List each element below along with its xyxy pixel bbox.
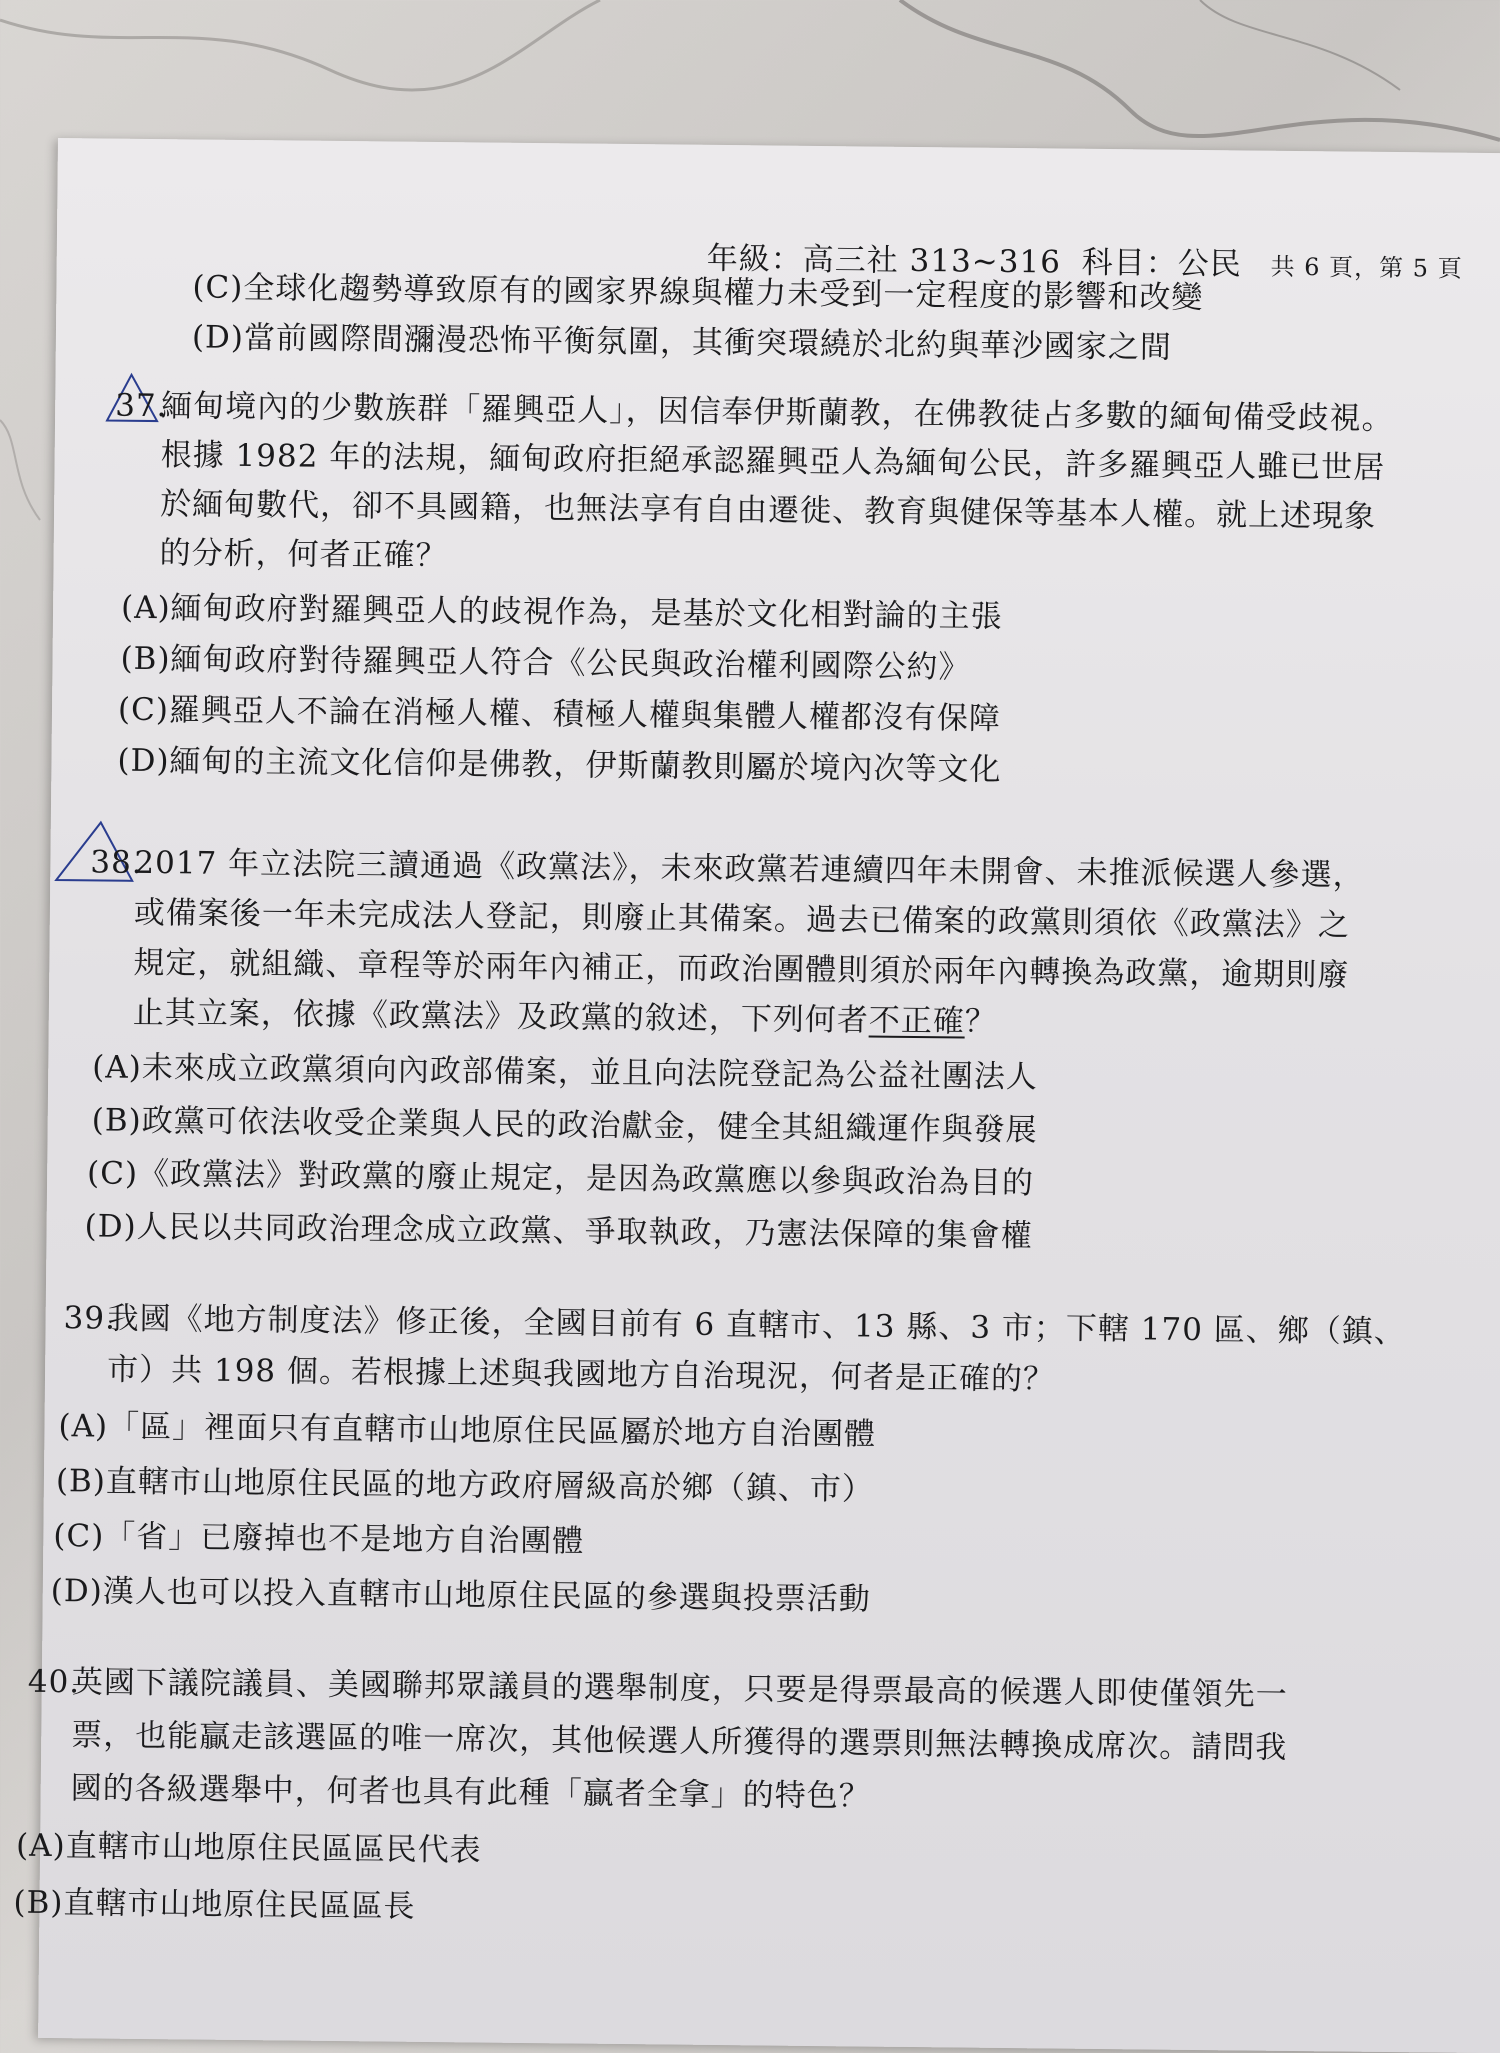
q39-option-a: (A)「區」裡面只有直轄市山地原住民區屬於地方自治團體 <box>58 1408 877 1453</box>
q38-stem-line: 或備案後一年未完成法人登記，則廢止其備案。過去已備案的政黨則須依《政黨法》之 <box>133 894 1351 944</box>
q38-stem-last-line <box>133 993 997 1042</box>
q37-stem-line: 的分析，何者正確？ <box>159 535 448 575</box>
q38-number: 38. <box>90 844 143 881</box>
q40-stem-line: 國的各級選舉中，何者也具有此種「贏者全拿」的特色？ <box>70 1770 871 1815</box>
q39-stem-line: 我國《地方制度法》修正後，全國目前有 6 直轄市、13 縣、3 市；下轄 170 區、鄉（鎮、 <box>107 1300 1406 1351</box>
q38-option-c: (C)《政黨法》對政黨的廢止規定，是因為政黨應以參與政治為目的 <box>86 1155 1035 1202</box>
q37-option-b: (B)緬甸政府對待羅興亞人符合《公民與政治權利國際公約》 <box>120 640 971 686</box>
q38-stem-line: 2017 年立法院三讀通過《政黨法》，未來政黨若連續四年未開會、未推派候選人參選， <box>134 844 1365 894</box>
q39-option-b: (B)直轄市山地原住民區的地方政府層級高於鄉（鎮、市） <box>55 1463 875 1508</box>
q37-option-a: (A)緬甸政府對羅興亞人的歧視作為，是基於文化相對論的主張 <box>120 589 1003 635</box>
q37-stem-line: 緬甸境內的少數族群「羅興亞人」，因信奉伊斯蘭教，在佛教徒占多數的緬甸備受歧視。 <box>161 388 1394 438</box>
q36-option-d: (D)當前國際間瀰漫恐怖平衡氛圍，其衝突環繞於北約與華沙國家之間 <box>191 319 1173 366</box>
q40-stem-line: 英國下議院議員、美國聯邦眾議員的選舉制度，只要是得票最高的候選人即使僅領先一 <box>71 1664 1288 1713</box>
q40-stem-line: 票，也能贏走該選區的唯一席次，其他候選人所獲得的選票則無法轉換成席次。請問我 <box>71 1717 1288 1766</box>
q40-option-b: (B)直轄市山地原住民區區長 <box>13 1884 416 1925</box>
q40-option-a: (A)直轄市山地原住民區區民代表 <box>15 1827 482 1869</box>
q38-emphasis-underlined: 不正確 <box>868 1002 965 1040</box>
q39-option-d: (D)漢人也可以投入直轄市山地原住民區的參選與投票活動 <box>50 1573 871 1618</box>
q38-option-a: (A)未來成立政黨須向內政部備案，並且向法院登記為公益社團法人 <box>92 1049 1038 1096</box>
grade-label: 年級：高三社 313~316 <box>706 240 1062 281</box>
subject-label: 科目：公民 <box>1081 244 1242 283</box>
q40-number: 40. <box>27 1663 81 1701</box>
q36-option-c: (C)全球化趨勢導致原有的國家界線與權力未受到一定程度的影響和改變 <box>192 269 1204 317</box>
q38-question-mark: ？ <box>964 1003 997 1040</box>
q37-number: 37. <box>115 387 168 425</box>
q37-option-d: (D)緬甸的主流文化信仰是佛教，伊斯蘭教則屬於境內次等文化 <box>117 742 1002 788</box>
q38-option-d: (D)人民以共同政治理念成立政黨、爭取執政，乃憲法保障的集會權 <box>84 1208 1033 1255</box>
q39-option-c: (C)「省」已廢掉也不是地方自治團體 <box>53 1518 585 1560</box>
q37-stem-line: 於緬甸數代，卻不具國籍，也無法享有自由遷徙、教育與健保等基本人權。就上述現象 <box>159 486 1377 535</box>
q38-stem-line: 規定，就組織、章程等於兩年內補正，而政治團體則須於兩年內轉換為政黨，逾期則廢 <box>133 944 1350 994</box>
q37-option-c: (C)羅興亞人不論在消極人權、積極人權與集體人權都沒有保障 <box>117 691 1002 737</box>
q37-stem-line: 根據 1982 年的法規，緬甸政府拒絕承認羅興亞人為緬甸公民，許多羅興亞人雖已世居 <box>160 437 1386 486</box>
page-info: 共 6 頁，第 5 頁 <box>1270 252 1463 283</box>
exam-sheet <box>13 138 1500 2053</box>
q39-number: 39. <box>63 1300 117 1337</box>
q38-stem-text: 止其立案，依據《政黨法》及政黨的敘述，下列何者 <box>132 994 869 1039</box>
q38-option-b: (B)政黨可依法收受企業與人民的政治獻金，健全其組織運作與發展 <box>91 1102 1038 1149</box>
q39-stem-line: 市）共 198 個。若根據上述與我國地方自治現況，何者是正確的？ <box>106 1351 1056 1398</box>
